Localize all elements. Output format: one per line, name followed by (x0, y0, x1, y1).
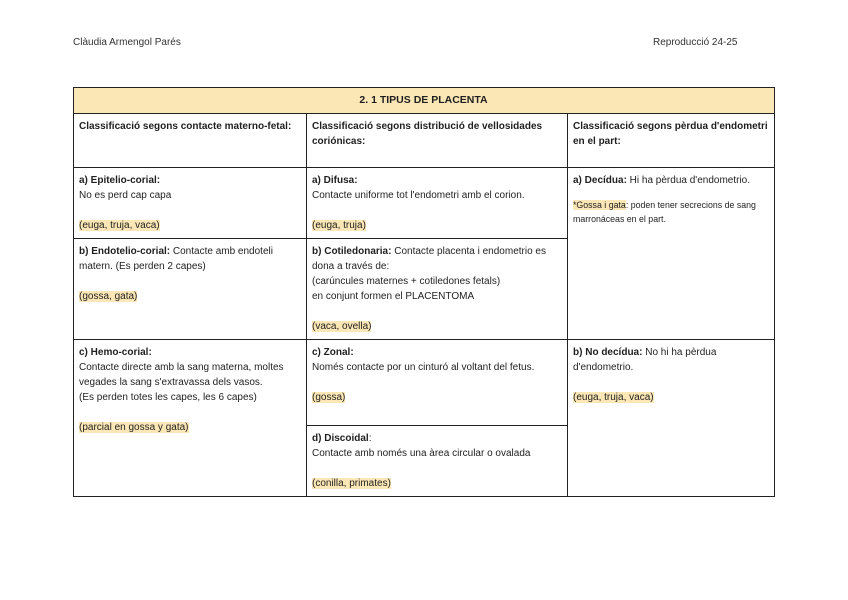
decidua-text: Hi ha pèrdua d'endometrio. (626, 175, 751, 186)
endotelio-title: b) Endotelio-corial: (79, 246, 171, 257)
endotelio-species: (gossa, gata) (79, 291, 138, 302)
cell-hemo-corial (74, 340, 307, 497)
no-decidua-title: b) No decídua: (573, 347, 643, 358)
header-course: Reproducció 24-25 (653, 37, 738, 48)
decidua-note (573, 198, 768, 226)
epitelio-title: a) Epitelio-corial: (79, 175, 161, 186)
hemo-species: (parcial en gossa y gata) (79, 422, 189, 433)
zonal-text: Només contacte por un cinturó al voltant del fetus. (312, 362, 535, 373)
zonal-species: (gossa) (312, 392, 346, 403)
hemo-line1: Contacte directe amb la sang materna, moltes vegades la sang s'extravassa dels vasos. (79, 362, 284, 388)
placenta-table (73, 87, 775, 497)
cell-epitelio-corial (74, 168, 307, 239)
cell-discoidal (307, 426, 568, 497)
column-header-contacte: Classificació segons contacte materno-fetal: (74, 114, 307, 168)
cotiledonaria-line3: en conjunt formen el PLACENTOMA (312, 291, 475, 302)
cell-no-decidua (568, 340, 775, 497)
decidua-title: a) Decídua: (573, 175, 627, 186)
column-header-distribucio: Classificació segons distribució de vellosidades coriónicas: (307, 114, 568, 168)
cotiledonaria-title: b) Cotiledonaria: (312, 246, 392, 257)
decidua-note-text: : poden tener secrecions de sang marronáceas en el part. (573, 200, 756, 224)
zonal-title: c) Zonal: (312, 347, 354, 358)
cotiledonaria-line2: (carúncules maternes + cotiledones fetals) (312, 276, 501, 287)
table-title: 2. 1 TIPUS DE PLACENTA (74, 88, 775, 114)
hemo-title: c) Hemo-corial: (79, 347, 152, 358)
decidua-note-label: *Gossa i gata (573, 200, 626, 210)
cell-difusa (307, 168, 568, 239)
hemo-line2: (Es perden totes les capes, les 6 capes) (79, 392, 257, 403)
cell-zonal (307, 340, 568, 426)
cell-cotiledonaria (307, 239, 568, 340)
epitelio-text: No es perd cap capa (79, 190, 172, 201)
cotiledonaria-species: (vaca, ovella) (312, 321, 372, 332)
discoidal-text: Contacte amb només una àrea circular o ovalada (312, 448, 531, 459)
difusa-text: Contacte uniforme tot l'endometri amb el corion. (312, 190, 525, 201)
discoidal-title: d) Discoidal (312, 433, 369, 444)
no-decidua-species: (euga, truja, vaca) (573, 392, 654, 403)
discoidal-species: (conilla, primates) (312, 478, 391, 489)
header-author: Clàudia Armengol Parés (73, 37, 181, 48)
no-decidua-text: No hi ha pèrdua d'endometrio. (573, 347, 717, 373)
cotiledonaria-text: Contacte placenta i endometrio es dona a través de: (312, 246, 546, 272)
epitelio-species: (euga, truja, vaca) (79, 220, 160, 231)
discoidal-colon: : (368, 433, 372, 444)
difusa-title: a) Difusa: (312, 175, 358, 186)
column-header-perdua: Classificació segons pèrdua d'endometri en el part: (568, 114, 775, 168)
cell-endotelio-corial (74, 239, 307, 340)
endotelio-text: Contacte amb endoteli matern. (Es perden 2 capes) (79, 246, 273, 272)
cell-decidua (568, 168, 775, 340)
difusa-species: (euga, truja) (312, 220, 366, 231)
